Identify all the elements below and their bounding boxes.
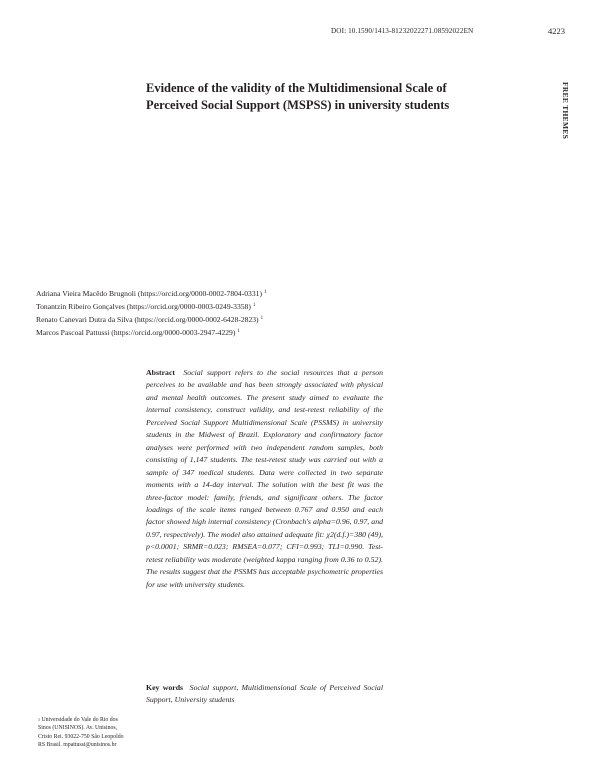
- keywords-text: Social support, Multidimensional Scale of Perceived Social Support, University students: [146, 683, 383, 705]
- author-affiliation-mark: 1: [263, 290, 267, 295]
- affiliation-text: Universidade do Vale do Rio dos Sinos (UNISINOS). Av. Unisinos, Cristo Rei. 93022-750 São Leopoldo RS Brasil. mpattussi@unisinos.br: [38, 717, 124, 748]
- page-number: 4223: [548, 26, 565, 36]
- author-affiliation-mark: 1: [260, 316, 264, 321]
- keywords-block: [146, 682, 383, 707]
- keywords-label: Key words: [146, 683, 184, 692]
- author-name: Renato Canevari Dutra da Silva (https://orcid.org/0000-0002-6428-2823): [36, 315, 259, 324]
- abstract-text: Social support refers to the social resources that a person perceives to be available and has been strongly associated with physical and mental health outcomes. The present study aimed to evaluate the internal consistency, construct validity, and test-retest reliability of the Perceived Social Support Multidimensional Scale (PSSMS) in university students in the Midwest of Brazil. Exploratory and confirmatory factor analyses were performed with two independent random samples, both consisting of 1,147 students. The test-retest study was carried out with a sample of 347 medical students. Data were collected in two separate moments with a 14-day interval. The solution with the best fit was the three-factor model: family, friends, and significant others. The factor loadings of the scale items ranged between 0.767 and 0.950 and each factor showed high internal consistency (Cronbach's alpha=0.96, 0.97, and 0.97, respectively). The model also attained adequate fit: χ2(d.f.)=380 (49), p<0.0001; SRMR=0.023; RMSEA=0.077; CFI=0.993; TLI=0.990. Test-retest reliability was moderate (weighted kappa ranging from 0.36 to 0.52). The results suggest that the PSSMS has acceptable psychometric properties for use with university students.: [146, 368, 384, 589]
- author-entry: [36, 313, 396, 326]
- author-entry: [36, 326, 396, 339]
- article-title: Evidence of the validity of the Multidimensional Scale of Perceived Social Support (MSPSS) in university students: [146, 81, 450, 112]
- author-affiliation-mark: 1: [237, 329, 240, 334]
- section-label: FREE THEMES: [561, 82, 570, 140]
- abstract-label: Abstract: [146, 368, 176, 377]
- doi-line: DOI: 10.1590/1413-81232022271.08592022EN: [331, 27, 474, 35]
- abstract-block: [146, 367, 383, 591]
- author-name: Tonantzin Ribeiro Gonçalves (https://orcid.org/0000-0003-0249-3358): [36, 302, 251, 311]
- author-entry: [36, 300, 396, 313]
- author-affiliation-mark: 1: [252, 303, 256, 308]
- affiliation-mark: 1: [38, 717, 40, 722]
- affiliation-footnote: [38, 716, 128, 749]
- author-list: [36, 287, 396, 339]
- author-name: Adriana Vieira Macêdo Brugnoli (https://orcid.org/0000-0002-7804-0331): [36, 289, 262, 298]
- author-entry: [36, 287, 396, 300]
- author-name: Marcos Pascoal Pattussi (https://orcid.org/0000-0003-2947-4229): [36, 328, 236, 337]
